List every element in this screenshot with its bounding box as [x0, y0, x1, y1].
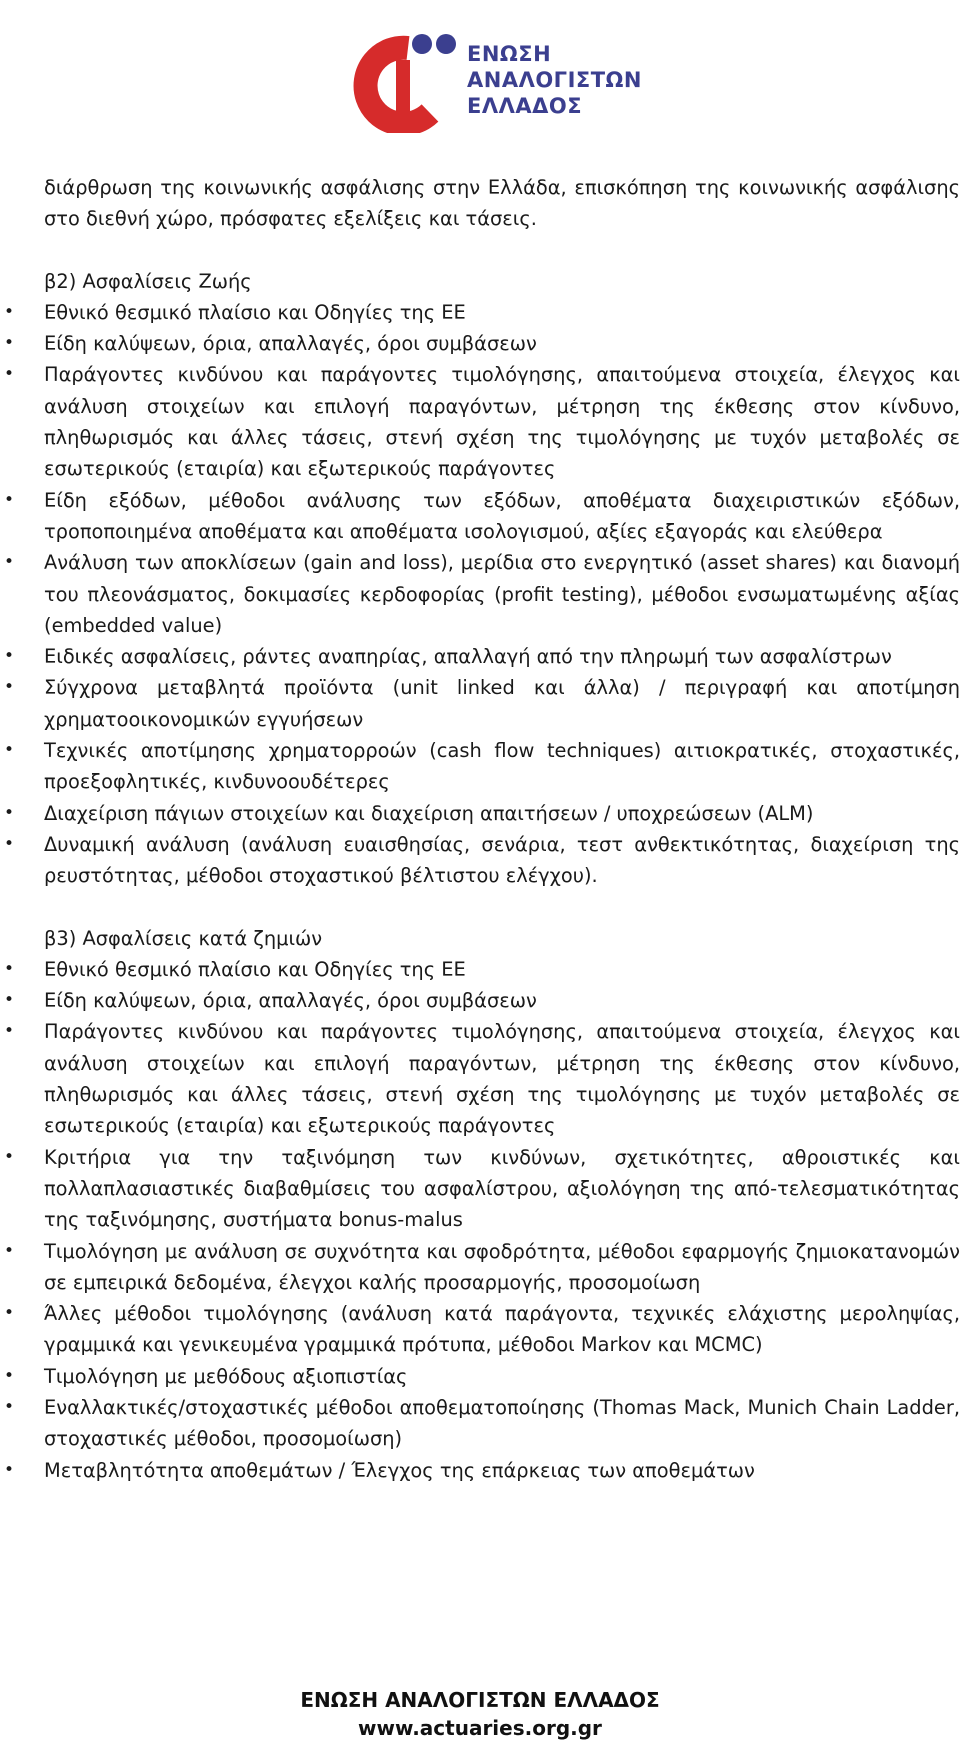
- list-item: • Δυναμική ανάλυση (ανάλυση ευαισθησίας, σενάρια, τεστ ανθεκτικότητας, διαχείριση της ρευστότητας, μέθοδοι στοχαστικού βέλτιστου ελέγχου).: [44, 829, 960, 892]
- list-item: • Ανάλυση των αποκλίσεων (gain and loss), μερίδια στο ενεργητικό (asset shares) και διανομή του πλεονάσματος, δοκιμασίες κερδοφορίας (profit testing), μέθοδοι ενσωματωμένης αξίας (embedded value): [44, 547, 960, 641]
- list-item: • Είδη καλύψεων, όρια, απαλλαγές, όροι συμβάσεων: [44, 328, 960, 359]
- life-insurance-list: [44, 297, 960, 892]
- list-item: • Μεταβλητότητα αποθεμάτων / Έλεγχος της επάρκειας των αποθεμάτων: [44, 1455, 960, 1486]
- list-item: • Εναλλακτικές/στοχαστικές μέθοδοι αποθεματοποίησης (Thomas Mack, Munich Chain Ladder, στοχαστικές μέθοδοι, προσομοίωση): [44, 1392, 960, 1455]
- list-item: • Σύγχρονα μεταβλητά προϊόντα (unit linked και άλλα) / περιγραφή και αποτίμηση χρηματοοικονομικών εγγυήσεων: [44, 672, 960, 735]
- list-item: • Εθνικό θεσμικό πλαίσιο και Οδηγίες της ΕΕ: [44, 297, 960, 328]
- list-item: • Τεχνικές αποτίμησης χρηματορροών (cash flow techniques) αιτιοκρατικές, στοχαστικές, προεξοφλητικές, κινδυνοουδέτερες: [44, 735, 960, 798]
- footer-org-name: ΕΝΩΣΗ ΑΝΑΛΟΓΙΣΤΩΝ ΕΛΛΑΔΟΣ: [300, 1688, 660, 1712]
- logo-mark-icon: [330, 18, 470, 133]
- intro-paragraph: διάρθρωση της κοινωνικής ασφάλισης στην Ελλάδα, επισκόπηση της κοινωνικής ασφάλισης στο διεθνή χώρο, πρόσφατες εξελίξεις και τάσεις.: [44, 176, 960, 231]
- logo-line-3: ΕΛΛΑΔΟΣ: [467, 94, 583, 118]
- section-heading-life-insurance: β2) Ασφαλίσεις Ζωής: [44, 269, 252, 293]
- list-item: • Ειδικές ασφαλίσεις, ράντες αναπηρίας, απαλλαγή από την πληρωμή των ασφαλίστρων: [44, 641, 960, 672]
- page-footer: [0, 1686, 960, 1742]
- page-header: [0, 18, 960, 133]
- list-item: • Παράγοντες κινδύνου και παράγοντες τιμολόγησης, απαιτούμενα στοιχεία, έλεγχος και ανάλυση στοιχείων και επιλογή παραγόντων, μέτρηση της έκθεσης στον κίνδυνο, πληθωρισμός και άλλες τάσεις, στενή σχέση της τιμολόγησης με τυχόν μεταβολές σε εσωτερικούς (εταιρία) και εξωτερικούς παράγοντες: [44, 359, 960, 484]
- list-item: • Διαχείριση πάγιων στοιχείων και διαχείριση απαιτήσεων / υποχρεώσεων (ALM): [44, 798, 960, 829]
- list-item: • Άλλες μέθοδοι τιμολόγησης (ανάλυση κατά παράγοντα, τεχνικές ελάχιστης μεροληψίας, γραμμικά και γενικευμένα γραμμικά πρότυπα, μέθοδοι Markov και MCMC): [44, 1298, 960, 1361]
- section-spacer: [44, 235, 960, 266]
- section-spacer: [44, 892, 960, 923]
- list-item: • Τιμολόγηση με ανάλυση σε συχνότητα και σφοδρότητα, μέθοδοι εφαρμογής ζημιοκατανομών σε εμπειρικά δεδομένα, έλεγχοι καλής προσαρμογής, προσομοίωση: [44, 1236, 960, 1299]
- organization-logo: [330, 18, 642, 133]
- list-item: • Τιμολόγηση με μεθόδους αξιοπιστίας: [44, 1361, 960, 1392]
- list-item: • Εθνικό θεσμικό πλαίσιο και Οδηγίες της ΕΕ: [44, 954, 960, 985]
- document-body: [44, 172, 960, 1486]
- list-item: • Κριτήρια για την ταξινόμηση των κινδύνων, σχετικότητες, αθροιστικές και πολλαπλασιαστικές διαβαθμίσεις του ασφαλίστρου, αξιολόγηση της από-τελεσματικότητας της ταξινόμησης, συστήματα bonus-malus: [44, 1142, 960, 1236]
- logo-line-2: ΑΝΑΛΟΓΙΣΤΩΝ: [467, 68, 642, 92]
- section-heading-non-life-insurance: β3) Ασφαλίσεις κατά ζημιών: [44, 926, 323, 950]
- list-item: • Παράγοντες κινδύνου και παράγοντες τιμολόγησης, απαιτούμενα στοιχεία, έλεγχος και ανάλυση στοιχείων και επιλογή παραγόντων, μέτρηση της έκθεσης στον κίνδυνο, πληθωρισμός και άλλες τάσεις, στενή σχέση της τιμολόγησης με τυχόν μεταβολές σε εσωτερικούς (εταιρία) και εξωτερικούς παράγοντες: [44, 1016, 960, 1141]
- logo-line-1: ΕΝΩΣΗ: [467, 42, 552, 66]
- non-life-insurance-list: [44, 954, 960, 1486]
- list-item: • Είδη καλύψεων, όρια, απαλλαγές, όροι συμβάσεων: [44, 985, 960, 1016]
- footer-website-link[interactable]: www.actuaries.org.gr: [358, 1716, 602, 1740]
- list-item: • Είδη εξόδων, μέθοδοι ανάλυσης των εξόδων, αποθέματα διαχειριστικών εξόδων, τροποποιημένα αποθέματα και αποθέματα ισολογισμού, αξίες εξαγοράς και ελεύθερα: [44, 485, 960, 548]
